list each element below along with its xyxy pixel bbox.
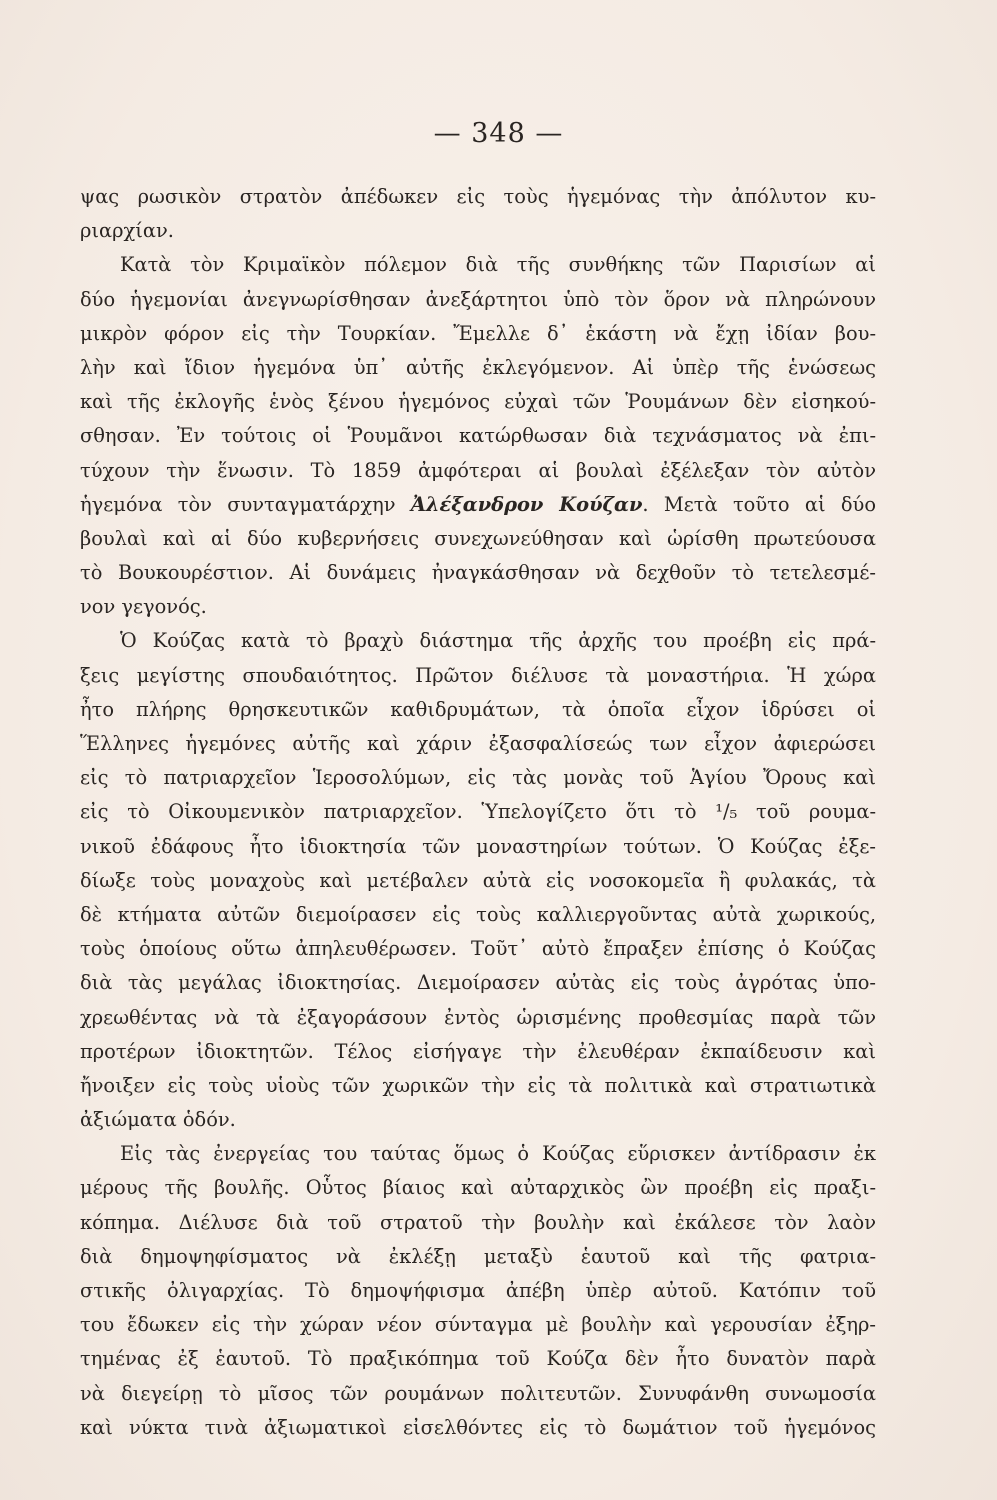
text-line (80, 283, 876, 317)
text-segment: τύχουν τὴν ἕνωσιν. Τὸ 1859 ἀμφότεραι αἱ βουλαὶ ἐξέλεξαν τὸν αὐτὸν (80, 458, 876, 482)
text-line (80, 1001, 876, 1035)
text-segment: ἤνοιξεν εἰς τοὺς υἱοὺς τῶν χωρικῶν τὴν εἰς τὰ πολιτικὰ καὶ στρατιωτικὰ (80, 1073, 876, 1097)
text-segment: νικοῦ ἐδάφους ἦτο ἰδιοκτησία τῶν μοναστηρίων τούτων. Ὁ Κούζας ἐξε- (80, 834, 876, 858)
text-line (80, 1342, 876, 1376)
body-text (80, 180, 876, 1445)
text-segment: δὲ κτήματα αὐτῶν διεμοίρασεν εἰς τοὺς καλλιεργοῦντας αὐτὰ χωρικούς, (80, 902, 876, 926)
text-segment: δίωξε τοὺς μοναχοὺς καὶ μετέβαλεν αὐτὰ εἰς νοσοκομεῖα ἢ φυλακάς, τὰ (80, 868, 876, 892)
text-line (80, 454, 876, 488)
text-segment: ριαρχίαν. (80, 219, 174, 243)
text-line (80, 1274, 876, 1308)
text-segment: διὰ δημοψηφίσματος νὰ ἐκλέξῃ μεταξὺ ἑαυτοῦ καὶ τῆς φατρια- (80, 1244, 876, 1268)
paragraph (80, 1137, 876, 1445)
text-line (80, 898, 876, 932)
paragraph (80, 624, 876, 1137)
text-segment: Ὁ Κούζας κατὰ τὸ βραχὺ διάστημα τῆς ἀρχῆς του προέβη εἰς πρά- (120, 629, 876, 653)
text-line (80, 932, 876, 966)
text-segment: τημένας ἐξ ἑαυτοῦ. Τὸ πραξικόπημα τοῦ Κούζα δὲν ἦτο δυνατὸν παρὰ (80, 1347, 876, 1371)
text-segment: μικρὸν φόρον εἰς τὴν Τουρκίαν. Ἔμελλε δ᾽ ἑκάστη νὰ ἔχῃ ἰδίαν βου- (80, 321, 876, 345)
text-line (80, 864, 876, 898)
text-segment: καὶ τῆς ἐκλογῆς ἑνὸς ξένου ἡγεμόνος εὐχαὶ τῶν Ῥουμάνων δὲν εἰσηκού- (80, 390, 876, 414)
text-line (80, 419, 876, 453)
text-line (80, 1206, 876, 1240)
text-line (80, 522, 876, 556)
text-line (80, 214, 876, 248)
text-line (80, 556, 876, 590)
text-segment: προτέρων ἰδιοκτητῶν. Τέλος εἰσήγαγε τὴν ἐλευθέραν ἐκπαίδευσιν καὶ (80, 1039, 876, 1063)
text-segment: ἡγεμόνα τὸν συνταγματάρχην (80, 492, 411, 516)
text-line (80, 1103, 876, 1137)
paragraph (80, 248, 876, 624)
text-line (80, 1035, 876, 1069)
text-segment: Εἰς τὰς ἐνεργείας του ταύτας ὅμως ὁ Κούζας εὕρισκεν ἀντίδρασιν ἐκ (120, 1142, 876, 1166)
text-segment: λὴν καὶ ἴδιον ἡγεμόνα ὑπ᾽ αὐτῆς ἐκλεγόμενον. Αἱ ὑπὲρ τῆς ἑνώσεως (80, 355, 876, 379)
text-segment: καὶ νύκτα τινὰ ἀξιωματικοὶ εἰσελθόντες εἰς τὸ δωμάτιον τοῦ ἡγεμόνος (80, 1415, 876, 1439)
text-line (80, 1308, 876, 1342)
text-line (80, 590, 876, 624)
text-line (80, 1171, 876, 1205)
text-segment: κόπημα. Διέλυσε διὰ τοῦ στρατοῦ τὴν βουλὴν καὶ ἐκάλεσε τὸν λαὸν (80, 1210, 876, 1234)
text-line (80, 1411, 876, 1445)
page-number: — 348 — (433, 118, 564, 149)
text-segment: ἦτο πλήρης θρησκευτικῶν καθιδρυμάτων, τὰ ὁποῖα εἶχον ἱδρύσει οἱ (80, 697, 876, 721)
text-segment: ἀξιώματα ὁδόν. (80, 1108, 236, 1132)
text-segment: εἰς τὸ πατριαρχεῖον Ἱεροσολύμων, εἰς τὰς μονὰς τοῦ Ἁγίου Ὄρους καὶ (80, 766, 876, 790)
text-line (80, 317, 876, 351)
text-line (80, 727, 876, 761)
text-line (80, 693, 876, 727)
emphasized-name: Ἀλέξανδρον Κούζαν (410, 492, 643, 516)
text-segment: τοὺς ὁποίους οὕτω ἀπηλευθέρωσεν. Τοῦτ᾽ αὐτὸ ἔπραξεν ἐπίσης ὁ Κούζας (80, 937, 876, 961)
text-segment: χρεωθέντας νὰ τὰ ἐξαγοράσουν ἐντὸς ὡρισμένης προθεσμίας παρὰ τῶν (80, 1005, 876, 1029)
text-line (80, 659, 876, 693)
text-line (80, 385, 876, 419)
text-segment: μέρους τῆς βουλῆς. Οὗτος βίαιος καὶ αὐταρχικὸς ὢν προέβη εἰς πραξι- (80, 1176, 876, 1200)
text-segment: βουλαὶ καὶ αἱ δύο κυβερνήσεις συνεχωνεύθησαν καὶ ὡρίσθη πρωτεύουσα (80, 526, 876, 550)
text-line (80, 180, 876, 214)
text-line (80, 351, 876, 385)
text-line (80, 830, 876, 864)
text-segment: δύο ἡγεμονίαι ἀνεγνωρίσθησαν ἀνεξάρτητοι ὑπὸ τὸν ὅρον νὰ πληρώνουν (80, 287, 876, 311)
text-segment: νον γεγονός. (80, 595, 207, 619)
text-segment: . Μετὰ τοῦτο αἱ δύο (642, 492, 876, 516)
text-segment: στικῆς ὀλιγαρχίας. Τὸ δημοψήφισμα ἀπέβη ὑπὲρ αὐτοῦ. Κατόπιν τοῦ (80, 1279, 876, 1302)
text-line (80, 488, 876, 522)
text-segment: ξεις μεγίστης σπουδαιότητος. Πρῶτον διέλυσε τὰ μοναστήρια. Ἡ χώρα (80, 663, 876, 687)
text-line (80, 966, 876, 1000)
text-line (80, 1137, 876, 1171)
text-segment: Ἕλληνες ἡγεμόνες αὐτῆς καὶ χάριν ἐξασφαλίσεώς των εἶχον ἀφιερώσει (80, 732, 876, 755)
text-line (80, 761, 876, 795)
text-line (80, 248, 876, 282)
text-segment: τὸ Βουκουρέστιον. Αἱ δυνάμεις ἠναγκάσθησαν νὰ δεχθοῦν τὸ τετελεσμέ- (80, 561, 876, 585)
text-segment: εἰς τὸ Οἰκουμενικὸν πατριαρχεῖον. Ὑπελογίζετο ὅτι τὸ ¹/₅ τοῦ ρουμα- (80, 800, 876, 824)
paragraph (80, 180, 876, 248)
text-segment: νὰ διεγείρῃ τὸ μῖσος τῶν ρουμάνων πολιτευτῶν. Συνυφάνθη συνωμοσία (80, 1381, 876, 1405)
text-segment: του ἔδωκεν εἰς τὴν χώραν νέον σύνταγμα μὲ βουλὴν καὶ γερουσίαν ἐξηρ- (80, 1313, 876, 1337)
text-line (80, 624, 876, 658)
text-line (80, 1240, 876, 1274)
text-segment: διὰ τὰς μεγάλας ἰδιοκτησίας. Διεμοίρασεν αὐτὰς εἰς τοὺς ἀγρότας ὑπο- (80, 971, 876, 995)
text-segment: Κατὰ τὸν Κριμαϊκὸν πόλεμον διὰ τῆς συνθήκης τῶν Παρισίων αἱ (120, 253, 876, 277)
text-line (80, 795, 876, 829)
text-segment: ψας ρωσικὸν στρατὸν ἀπέδωκεν εἰς τοὺς ἡγεμόνας τὴν ἀπόλυτον κυ- (80, 185, 876, 208)
text-segment: σθησαν. Ἐν τούτοις οἱ Ῥουμᾶνοι κατώρθωσαν διὰ τεχνάσματος νὰ ἐπι- (80, 424, 876, 448)
text-line (80, 1069, 876, 1103)
text-line (80, 1377, 876, 1411)
